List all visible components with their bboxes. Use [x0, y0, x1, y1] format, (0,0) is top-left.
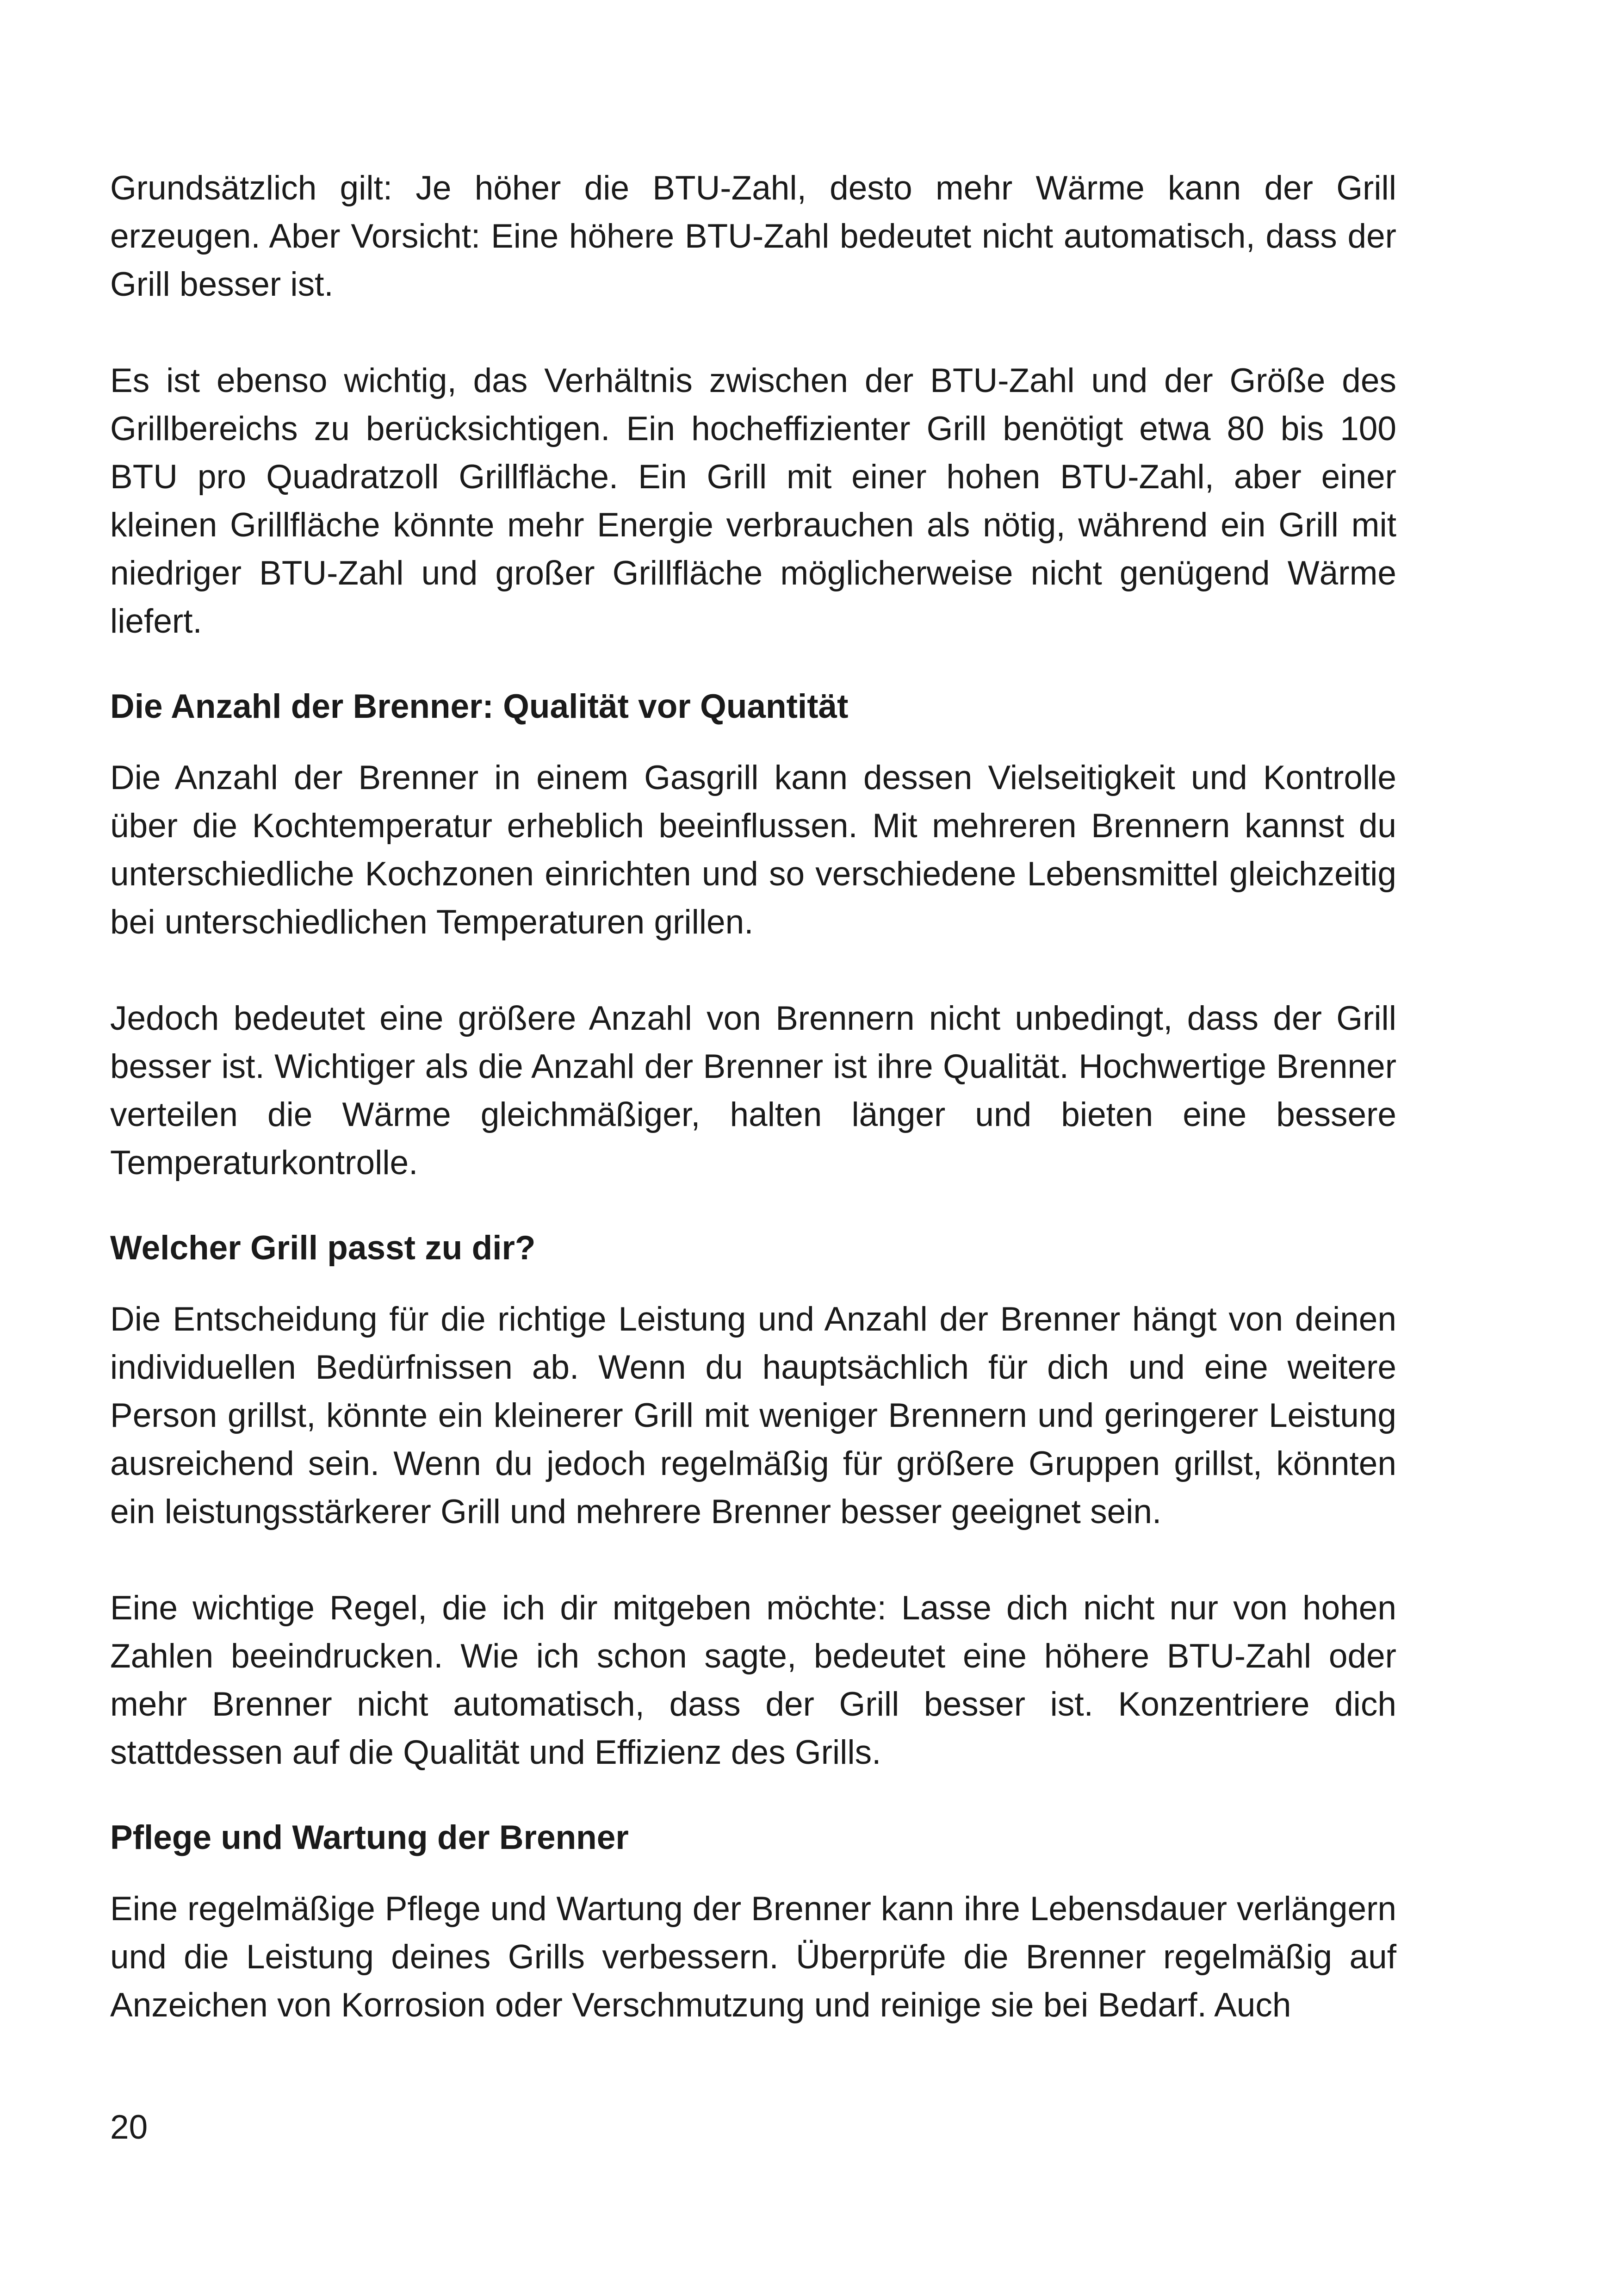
- heading-burner-count: Die Anzahl der Brenner: Qualität vor Quantität: [110, 688, 849, 725]
- paragraph-maintenance: Eine regelmäßige Pflege und Wartung der Brenner kann ihre Lebensdauer verlängern und die Leistung deines Grills verbessern. Überprüfe die Brenner regelmäßig auf Anzeichen von Korrosion oder Verschmutzung und reinige sie bei Bedarf. Auch: [110, 1890, 1396, 2024]
- page-number: 20: [110, 2109, 148, 2146]
- paragraph-burner-quality: Jedoch bedeutet eine größere Anzahl von Brennern nicht unbedingt, dass der Grill besser ist. Wichtiger als die Anzahl der Brenner ist ihre Qualität. Hochwertige Brenner verteilen die Wärme gleichmäßiger, halten länger und bieten eine bessere Temperaturkontrolle.: [110, 1000, 1396, 1182]
- page-content: [110, 164, 1396, 2029]
- paragraph-btu-rule: Grundsätzlich gilt: Je höher die BTU-Zahl, desto mehr Wärme kann der Grill erzeugen. Aber Vorsicht: Eine höhere BTU-Zahl bedeutet nicht automatisch, dass der Grill besser ist.: [110, 169, 1396, 303]
- heading-which-grill: Welcher Grill passt zu dir?: [110, 1229, 536, 1267]
- paragraph-btu-ratio: Es ist ebenso wichtig, das Verhältnis zwischen der BTU-Zahl und der Größe des Grillbereichs zu berücksichtigen. Ein hocheffizienter Grill benötigt etwa 80 bis 100 BTU pro Quadratzoll Grillfläche. Ein Grill mit einer hohen BTU-Zahl, aber einer kleinen Grillfläche könnte mehr Energie verbrauchen als nötig, während ein Grill mit niedriger BTU-Zahl und großer Grillfläche möglicherweise nicht genügend Wärme liefert.: [110, 362, 1396, 640]
- paragraph-burner-versatility: Die Anzahl der Brenner in einem Gasgrill kann dessen Vielseitigkeit und Kontrolle über die Kochtemperatur erheblich beeinflussen. Mit mehreren Brennern kannst du unterschiedliche Kochzonen einrichten und so verschiedene Lebensmittel gleichzeitig bei unterschiedlichen Temperaturen grillen.: [110, 759, 1396, 941]
- paragraph-important-rule: Eine wichtige Regel, die ich dir mitgeben möchte: Lasse dich nicht nur von hohen Zahlen beeindrucken. Wie ich schon sagte, bedeutet eine höhere BTU-Zahl oder mehr Brenner nicht automatisch, dass der Grill besser ist. Konzentriere dich stattdessen auf die Qualität und Effizienz des Grills.: [110, 1589, 1396, 1771]
- paragraph-individual-needs: Die Entscheidung für die richtige Leistung und Anzahl der Brenner hängt von deinen individuellen Bedürfnissen ab. Wenn du hauptsächlich für dich und eine weitere Person grillst, könnte ein kleinerer Grill mit weniger Brennern und geringerer Leistung ausreichend sein. Wenn du jedoch regelmäßig für größere Gruppen grillst, könnten ein leistungsstärkerer Grill und mehrere Brenner besser geeignet sein.: [110, 1300, 1396, 1531]
- heading-burner-maintenance: Pflege und Wartung der Brenner: [110, 1819, 629, 1856]
